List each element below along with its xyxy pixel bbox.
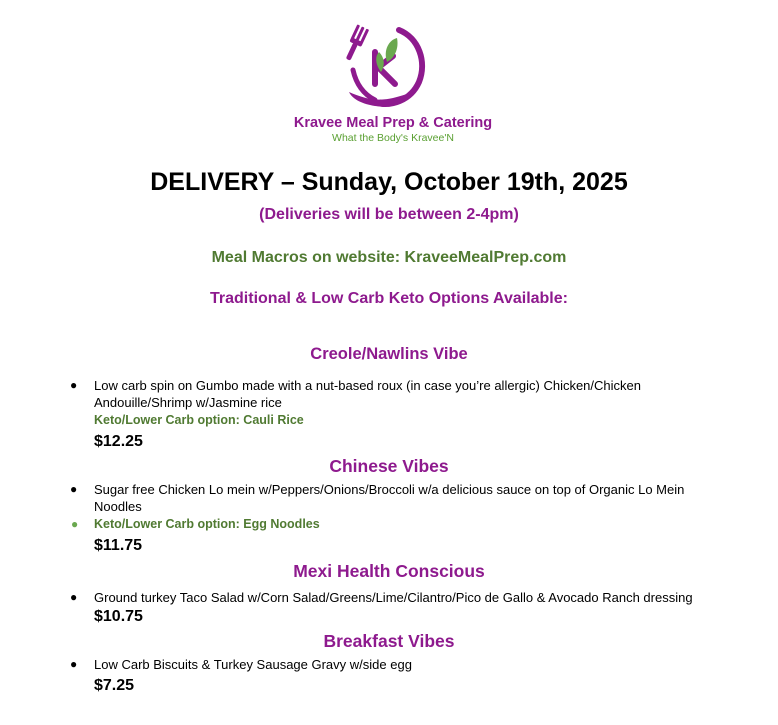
item-line-1: Sugar free Chicken Lo mein w/Peppers/Onions/Broccoli w/a delicious sauce on top of Organic Lo Mein xyxy=(94,482,685,497)
section-heading-breakfast: Breakfast Vibes xyxy=(323,631,455,651)
bullet-icon: ● xyxy=(70,482,78,496)
item-line-2: Andouille/Shrimp w/Jasmine rice xyxy=(94,395,282,410)
page-title: DELIVERY – Sunday, October 19th, 2025 xyxy=(150,168,628,196)
menu-item-biscuits xyxy=(70,656,730,673)
keto-option: Keto/Lower Carb option: Egg Noodles xyxy=(94,517,320,531)
options-note: Traditional & Low Carb Keto Options Available: xyxy=(210,290,568,307)
section-heading-creole: Creole/Nawlins Vibe xyxy=(310,345,468,363)
brand-name: Kravee Meal Prep & Catering xyxy=(293,115,493,131)
item-line-1: Low Carb Biscuits & Turkey Sausage Gravy w/side egg xyxy=(94,657,412,672)
keto-option: Keto/Lower Carb option: Cauli Rice xyxy=(94,413,304,427)
bullet-icon: ● xyxy=(70,657,78,671)
item-price: $11.75 xyxy=(94,537,143,554)
delivery-window: (Deliveries will be between 2-4pm) xyxy=(259,206,519,223)
kravee-logo xyxy=(335,22,429,112)
bullet-icon: ● xyxy=(71,517,79,531)
item-price: $10.75 xyxy=(94,608,143,625)
section-heading-chinese: Chinese Vibes xyxy=(329,456,449,476)
bullet-icon: ● xyxy=(70,378,78,392)
item-price: $12.25 xyxy=(94,433,143,450)
item-line-1: Ground turkey Taco Salad w/Corn Salad/Greens/Lime/Cilantro/Pico de Gallo & Avocado Ranch dressing xyxy=(94,590,693,605)
menu-item-taco-salad xyxy=(70,589,730,606)
menu-item-lo-mein xyxy=(70,481,730,515)
item-line-2: Noodles xyxy=(94,499,142,514)
section-heading-mexi: Mexi Health Conscious xyxy=(293,561,485,581)
macros-note: Meal Macros on website: KraveeMealPrep.com xyxy=(211,249,567,266)
menu-item-gumbo xyxy=(70,377,730,411)
bullet-icon: ● xyxy=(70,590,78,604)
item-price: $7.25 xyxy=(94,677,135,694)
item-line-1: Low carb spin on Gumbo made with a nut-based roux (in case you’re allergic) Chicken/Chicken xyxy=(94,378,641,393)
brand-tagline: What the Body's Kravee'N xyxy=(332,132,454,144)
